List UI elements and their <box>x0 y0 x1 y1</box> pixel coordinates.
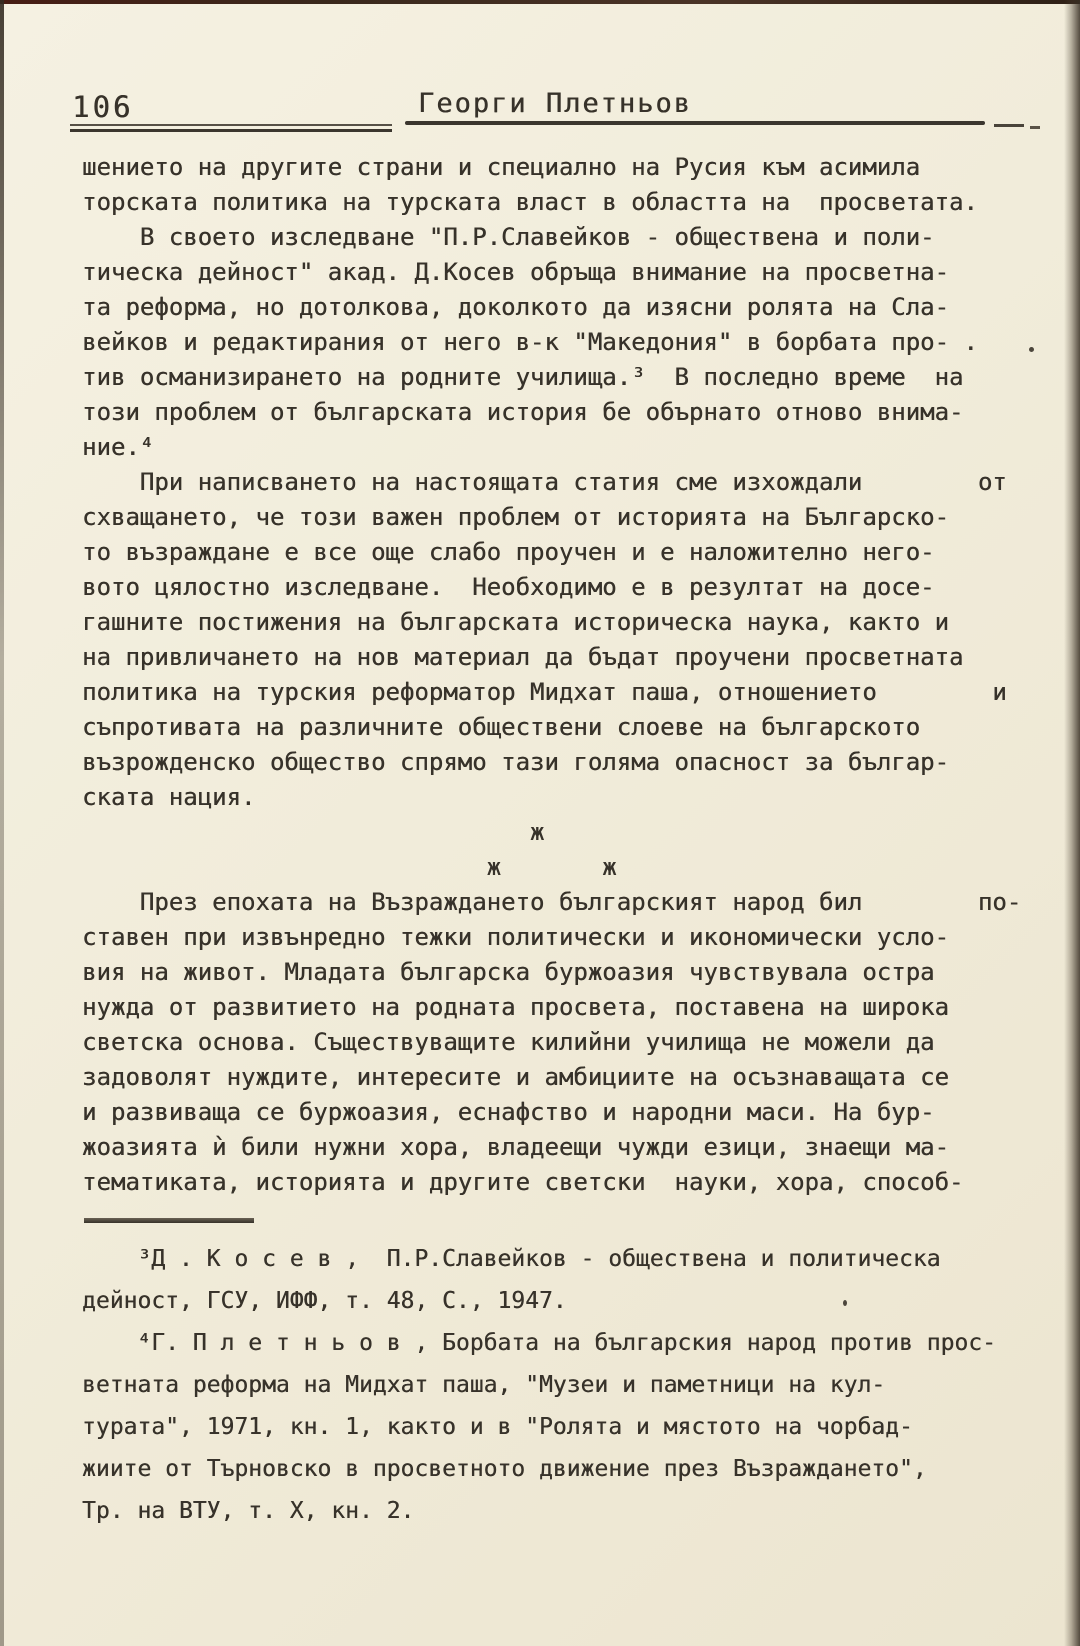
footnote-line: ветната реформа на Мидхат паша, "Музеи и паметници на кул- <box>82 1372 886 1398</box>
text-line: и развиваща се буржоазия, еснафство и народни маси. На бур- <box>82 1098 935 1126</box>
text-line: вейков и редактирания от него в-к "Македония" в борбата про- . <box>82 328 978 356</box>
section-separator-asterisk-row: ж ж <box>82 853 617 881</box>
text-line: В своето изследване "П.Р.Славейков - обществена и поли- <box>82 223 935 251</box>
page-title: Георги Плетньов <box>418 88 692 119</box>
footnote-line: дейност, ГСУ, ИФФ, т. 48, С., 1947. <box>82 1288 567 1314</box>
text-line: През епохата на Възраждането българският народ бил по- <box>82 888 1022 916</box>
text-line: светска основа. Съществуващите килийни училища не можели да <box>82 1028 935 1056</box>
footnote-line: Тр. на ВТУ, т. Х, кн. 2. <box>82 1498 415 1524</box>
scan-speck <box>843 1300 847 1306</box>
text-line: вия на живот. Младата българска буржоазия чувствувала остра <box>82 958 935 986</box>
text-line: тематиката, историята и другите светски науки, хора, способ- <box>82 1168 964 1196</box>
text-line: вото цялостно изследване. Необходимо е в резултат на досе- <box>82 573 935 601</box>
text-line: гашните постижения на българската историческа наука, както и <box>82 608 949 636</box>
footnote-line: ⁴Г. П л е т н ь о в , Борбата на българския народ против прос- <box>82 1330 996 1356</box>
text-line: политика на турския реформатор Мидхат паша, отношението и <box>82 678 1007 706</box>
text-line: нужда от развитието на родната просвета, поставена на широка <box>82 993 949 1021</box>
footnote-line: жиите от Търновско в просветното движение през Възраждането", <box>82 1456 927 1482</box>
text-line: ние.⁴ <box>82 433 155 461</box>
scan-speck <box>1029 347 1034 352</box>
footnote-line: ³Д . К о с е в , П.Р.Славейков - обществена и политическа <box>82 1246 941 1272</box>
footnotes <box>82 1238 996 1532</box>
text-line: ставен при извънредно тежки политически и икономически усло- <box>82 923 949 951</box>
text-line: шението на другите страни и специално на Русия към асимила <box>82 153 921 181</box>
text-line: съпротивата на различните обществени слоеве на българското <box>82 713 921 741</box>
header-rule-tail-dash <box>994 124 1024 127</box>
footnote-line: турата", 1971, кн. 1, както и в "Ролята и мястото на чорбад- <box>82 1414 913 1440</box>
section-separator-asterisk-row: ж <box>82 818 545 846</box>
text-line: схващането, че този важен проблем от историята на Българско- <box>82 503 949 531</box>
scan-edge-top <box>0 0 1080 4</box>
text-line: възрожденско общество спрямо тази голяма опасност за българ- <box>82 748 949 776</box>
text-line: та реформа, но дотолкова, доколкото да изясни ролята на Сла- <box>82 293 949 321</box>
header-rule-right <box>405 121 985 125</box>
body-text <box>82 150 1021 1200</box>
text-line: При написването на настоящата статия сме изхождали от <box>82 468 1007 496</box>
footnote-separator-rule <box>84 1218 254 1223</box>
text-line: задоволят нуждите, интересите и амбициите на осъзнаващата се <box>82 1063 949 1091</box>
text-line: на привличането на нов материал да бъдат проучени просветната <box>82 643 964 671</box>
header-rule-tail-dot <box>1030 126 1040 129</box>
text-line: жоазията ѝ били нужни хора, владеещи чужди езици, знаещи ма- <box>82 1133 949 1161</box>
text-line: тив османизирането на родните училища.³ В последно време на <box>82 363 964 391</box>
page-number: 106 <box>72 90 134 124</box>
text-line: торската политика на турската власт в областта на просветата. <box>82 188 978 216</box>
text-line: ската нация. <box>82 783 256 811</box>
header-rule-left <box>70 124 392 132</box>
text-line: този проблем от българската история бе обърнато отново внима- <box>82 398 964 426</box>
scan-edge-right <box>1064 0 1080 1646</box>
text-line: тическа дейност" акад. Д.Косев обръща внимание на просветна- <box>82 258 949 286</box>
text-line: то възраждане е все още слабо проучен и е наложително него- <box>82 538 935 566</box>
scan-edge-left <box>0 0 4 1646</box>
